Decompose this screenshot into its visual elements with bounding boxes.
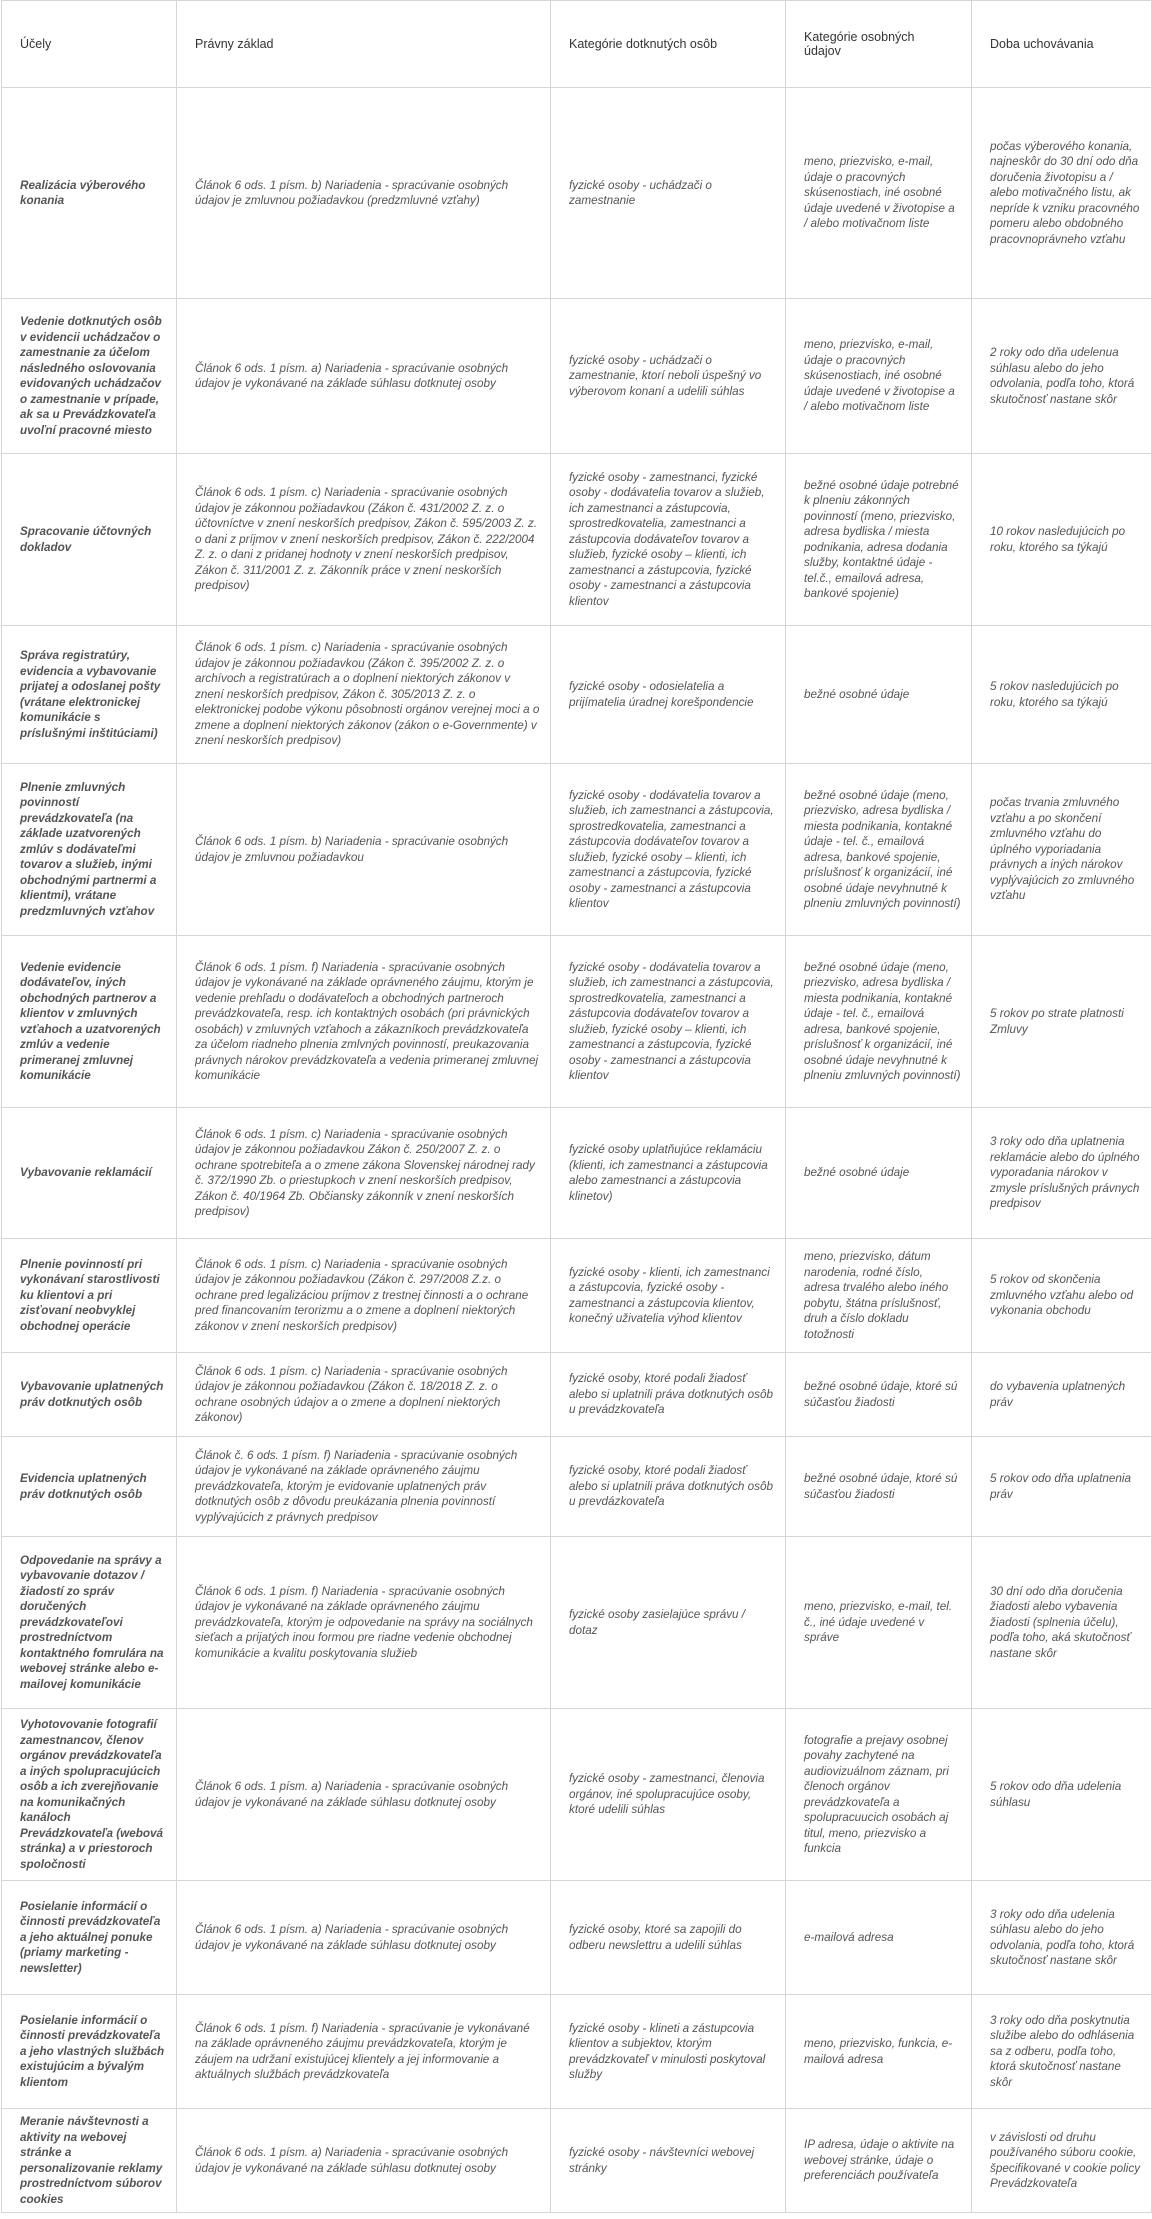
data-processing-table: [1, 0, 1152, 2213]
retention-cell: počas výberového konania, najneskôr do 30 dní odo dňa doručenia životopisu a / alebo motivačného listu, ak nepríde k vzniku pracovného pomeru alebo obdobného pracovnoprávneho vzťahu: [972, 88, 1152, 299]
purpose-cell: Vedenie dotknutých osôb v evidencii uchádzačov o zamestnanie za účelom následného oslovovania evidovaných uchádzačov o zamestnanie v prípade, ak sa u Prevádzkovateľa uvoľní pracovné miesto: [2, 299, 177, 454]
retention-cell: 5 rokov po strate platnosti Zmluvy: [972, 936, 1152, 1108]
header-row: [2, 1, 1152, 88]
data-categories-cell: fotografie a prejavy osobnej povahy zachytené na audiovizuálnom záznam, pri členoch orgánov prevádzkovateľa a spolupracuucich osobách aj titul, meno, priezvisko a funkcia: [786, 1709, 972, 1881]
subject-categories-cell: fyzické osoby - zamestnanci, členovia orgánov, iné spolupracujúce osoby, ktoré udelili súhlas: [551, 1709, 786, 1881]
retention-cell: 3 roky odo dňa poskytnutia služibe alebo do odhlásenia sa z odberu, podľa toho, ktorá skutočnosť nastane skôr: [972, 1995, 1152, 2109]
legal-basis-cell: Článok 6 ods. 1 písm. c) Nariadenia - spracúvanie osobných údajov je zákonnou požiadavkou (Zákon č. 297/2008 Z.z. o ochrane pred legalizáciou príjmov z trestnej činnosti a o ochrane pred financovaním terorizmu a o zmene a doplnení niektorých zákonov v znení neskorších predpisov): [177, 1239, 551, 1353]
table-row: [2, 88, 1152, 299]
data-categories-cell: meno, priezvisko, funkcia, e-mailová adresa: [786, 1995, 972, 2109]
table-row: [2, 1881, 1152, 1995]
purpose-cell: Posielanie informácií o činnosti prevádzkovateľa a jeho aktuálnej ponuke (priamy marketing - newsletter): [2, 1881, 177, 1995]
subject-categories-cell: fyzické osoby - klienti, ich zamestnanci a zástupcovia, fyzické osoby - zamestnanci a zástupcovia klientov, konečný uživatelia výhod klientov: [551, 1239, 786, 1353]
data-categories-cell: bežné osobné údaje (meno, priezvisko, adresa bydliska / miesta podnikania, kontakné údaje - tel. č., emailová adresa, bankové spojenie, príslušnosť k organizácií, iné osobné údaje nevyhnutné k plneniu zmluvných povinností): [786, 764, 972, 936]
table-row: [2, 1709, 1152, 1881]
table-row: [2, 1108, 1152, 1239]
purpose-cell: Realizácia výberového konania: [2, 88, 177, 299]
table-row: [2, 764, 1152, 936]
table-row: [2, 1353, 1152, 1437]
retention-cell: počas trvania zmluvného vzťahu a po skončení zmluvného vzťahu do úplného vyporiadania právnych a iných nárokov vyplývajúcich zo zmluvného vzťahu: [972, 764, 1152, 936]
purpose-cell: Plnenie zmluvných povinností prevádzkovateľa (na základe uzatvorených zmlúv s dodávateľmi tovarov a služieb, inými obchodnými partnermi a klientmi), vrátane predzmluvných vzťahov: [2, 764, 177, 936]
table-row: [2, 2109, 1152, 2213]
header-retention-period: Doba uchovávania: [972, 1, 1152, 88]
legal-basis-cell: Článok 6 ods. 1 písm. f) Nariadenia - spracúvanie osobných údajov je vykonávané na základe oprávneného záujmu prevádzkovateľa, ktorým je odpovedanie na správy na sociálnych sieťach a prijatých inou formou pre riadne vedenie obchodnej komunikácie a kvalitu poskytovania služieb: [177, 1537, 551, 1709]
data-categories-cell: bežné osobné údaje: [786, 626, 972, 764]
purpose-cell: Odpovedanie na správy a vybavovanie dotazov / žiadostí zo správ doručených prevádzkovateľovi prostredníctvom kontaktného fomrulára na webovej stránke alebo e-mailovej komunikácie: [2, 1537, 177, 1709]
data-categories-cell: meno, priezvisko, e-mail, tel. č., iné údaje uvedené v správe: [786, 1537, 972, 1709]
legal-basis-cell: Článok 6 ods. 1 písm. f) Nariadenia - spracúvanie je vykonávané na základe oprávneného záujmu prevádzkovateľa, ktorým je záujem na udržaní existujúcej klientely a jej informovanie a aktuálnych službách prevádzkovateľa: [177, 1995, 551, 2109]
table-row: [2, 1995, 1152, 2109]
subject-categories-cell: fyzické osoby - zamestnanci, fyzické osoby - dodávatelia tovarov a služieb, ich zamestnanci a zástupcovia, sprostredkovatelia, zamestnanci a zástupcovia dodávateľov tovarov a služieb, fyzické osoby – klienti, ich zamestnanci a zástupcovia, fyzické osoby - zamestnanci a zástupcovia klientov: [551, 454, 786, 626]
data-categories-cell: bežné osobné údaje potrebné k plneniu zákonných povinností (meno, priezvisko, adresa bydliska / miesta podnikania, adresa dodania služby, kontaktné údaje - tel.č., emailová adresa, bankové spojenie): [786, 454, 972, 626]
table-row: [2, 454, 1152, 626]
retention-cell: 30 dní odo dňa doručenia žiadosti alebo vybavenia žiadosti (splnenia účelu), podľa toho, aká skutočnosť nastane skôr: [972, 1537, 1152, 1709]
data-categories-cell: e-mailová adresa: [786, 1881, 972, 1995]
table-row: [2, 1537, 1152, 1709]
legal-basis-cell: Článok 6 ods. 1 písm. a) Nariadenia - spracúvanie osobných údajov je vykonávané na základe súhlasu dotknutej osoby: [177, 1881, 551, 1995]
data-categories-cell: bežné osobné údaje: [786, 1108, 972, 1239]
retention-cell: v závislosti od druhu používaného súboru cookie, špecifikované v cookie policy Prevádzkovateľa: [972, 2109, 1152, 2213]
retention-cell: 5 rokov od skončenia zmluvného vzťahu alebo od vykonania obchodu: [972, 1239, 1152, 1353]
data-categories-cell: meno, priezvisko, dátum narodenia, rodné číslo, adresa trvalého alebo iného pobytu, štátna príslušnosť, druh a číslo dokladu totožnosti: [786, 1239, 972, 1353]
purpose-cell: Meranie návštevnosti a aktivity na webovej stránke a personalizovanie reklamy prostredníctvom súborov cookies: [2, 2109, 177, 2213]
header-purposes: Účely: [2, 1, 177, 88]
retention-cell: 3 roky odo dňa uplatnenia reklamácie alebo do úplného vyporadania nárokov v zmysle príslušných právnych predpisov: [972, 1108, 1152, 1239]
table-row: [2, 626, 1152, 764]
purpose-cell: Vyhotovovanie fotografií zamestnancov, členov orgánov prevádzkovateľa a iných spolupracujúcich osôb a ich zverejňovanie na komunikačných kanáloch Prevádzkovateľa (webová stránka) a v priestoroch spoločnosti: [2, 1709, 177, 1881]
data-categories-cell: meno, priezvisko, e-mail, údaje o pracovných skúsenostiach, iné osobné údaje uvedené v životopise a / alebo motivačnom liste: [786, 299, 972, 454]
purpose-cell: Vedenie evidencie dodávateľov, iných obchodných partnerov a klientov v zmluvných vzťahoch a uzatvorených zmlúv a vedenie primeranej zmluvnej komunikácie: [2, 936, 177, 1108]
legal-basis-cell: Článok 6 ods. 1 písm. c) Nariadenia - spracúvanie osobných údajov je zákonnou požiadavkou Zákon č. 250/2007 Z. z. o ochrane spotrebiteľa a o zmene zákona Slovenskej národnej rady č. 372/1990 Zb. o priestupkoch v znení neskorších predpisov, Zákon č. 40/1964 Zb. Občiansky zákonník v znení neskorších predpisov): [177, 1108, 551, 1239]
subject-categories-cell: fyzické osoby zasielajúce správu / dotaz: [551, 1537, 786, 1709]
legal-basis-cell: Článok 6 ods. 1 písm. b) Nariadenia - spracúvanie osobných údajov je zmluvnou požiadavkou (predzmluvné vzťahy): [177, 88, 551, 299]
purpose-cell: Vybavovanie reklamácií: [2, 1108, 177, 1239]
subject-categories-cell: fyzické osoby - uchádzači o zamestnanie, ktorí neboli úspešný vo výberovom konaní a udelili súhlas: [551, 299, 786, 454]
table-row: [2, 1437, 1152, 1537]
legal-basis-cell: Článok 6 ods. 1 písm. a) Nariadenia - spracúvanie osobných údajov je vykonávané na základe súhlasu dotknutej osoby: [177, 2109, 551, 2213]
data-categories-cell: bežné osobné údaje (meno, priezvisko, adresa bydliska / miesta podnikania, kontakné údaje - tel. č., emailová adresa, bankové spojenie, príslušnosť k organizácií, iné osobné údaje nevyhnutné k plneniu zmluvných povinností): [786, 936, 972, 1108]
header-legal-basis: Právny základ: [177, 1, 551, 88]
data-categories-cell: IP adresa, údaje o aktivite na webovej stránke, údaje o preferenciách používateľa: [786, 2109, 972, 2213]
subject-categories-cell: fyzické osoby, ktoré sa zapojili do odberu newslettru a udelili súhlas: [551, 1881, 786, 1995]
purpose-cell: Plnenie povinností pri vykonávaní starostlivosti ku klientovi a pri zisťovaní neobvyklej obchodnej operácie: [2, 1239, 177, 1353]
subject-categories-cell: fyzické osoby - uchádzači o zamestnanie: [551, 88, 786, 299]
legal-basis-cell: Článok 6 ods. 1 písm. a) Nariadenia - spracúvanie osobných údajov je vykonávané na základe súhlasu dotknutej osoby: [177, 1709, 551, 1881]
data-categories-cell: bežné osobné údaje, ktoré sú súčasťou žiadosti: [786, 1353, 972, 1437]
subject-categories-cell: fyzické osoby - odosielatelia a prijímatelia úradnej korešpondencie: [551, 626, 786, 764]
retention-cell: 2 roky odo dňa udelenua súhlasu alebo do jeho odvolania, podľa toho, ktorá skutočnosť nastane skôr: [972, 299, 1152, 454]
retention-cell: 10 rokov nasledujúcich po roku, ktorého sa týkajú: [972, 454, 1152, 626]
retention-cell: do vybavenia uplatnených práv: [972, 1353, 1152, 1437]
table-row: [2, 936, 1152, 1108]
retention-cell: 5 rokov odo dňa uplatnenia práv: [972, 1437, 1152, 1537]
retention-cell: 5 rokov odo dňa udelenia súhlasu: [972, 1709, 1152, 1881]
data-categories-cell: meno, priezvisko, e-mail, údaje o pracovných skúsenostiach, iné osobné údaje uvedené v životopise a / alebo motivačnom liste: [786, 88, 972, 299]
purpose-cell: Správa registratúry, evidencia a vybavovanie prijatej a odoslanej pošty (vrátane elektronickej komunikácie s príslušnými inštitúciami): [2, 626, 177, 764]
legal-basis-cell: Článok 6 ods. 1 písm. c) Nariadenia - spracúvanie osobných údajov je zákonnou požiadavkou (Zákon č. 395/2002 Z. z. o archívoch a registratúrach a o doplnení niektorých zákonov v znení neskorších predpisov, Zákon č. 305/2013 Z. z. o elektronickej podobe výkonu pôsobnosti orgánov verejnej moci a o zmene a doplnení niektorých zákonov (zákon o e-Governmente) v znení neskorších predpisov): [177, 626, 551, 764]
legal-basis-cell: Článok 6 ods. 1 písm. f) Nariadenia - spracúvanie osobných údajov je vykonávané na základe oprávneného záujmu, ktorým je vedenie prehľadu o dodávateľoch a obchodných partneroch prevádzkovateľa, resp. ich kontaktných osobách (pri právnických osobách) v zmluvných vzťahoch a zákazníkoch prevádzkovateľa za účelom riadneho plnenia zmlvných povinností, preukazovania právnych nárokov prevádzkovateľa a vedenia primeranej zmluvnej komunikácie: [177, 936, 551, 1108]
purpose-cell: Vybavovanie uplatnených práv dotknutých osôb: [2, 1353, 177, 1437]
table-row: [2, 299, 1152, 454]
subject-categories-cell: fyzické osoby - dodávatelia tovarov a služieb, ich zamestnanci a zástupcovia, sprostredkovatelia, zamestnanci a zástupcovia dodávateľov tovarov a služieb, fyzické osoby – klienti, ich zamestnanci a zástupcovia, fyzické osoby - zamestnanci a zástupcovia klientov: [551, 936, 786, 1108]
purpose-cell: Evidencia uplatnených práv dotknutých osôb: [2, 1437, 177, 1537]
legal-basis-cell: Článok 6 ods. 1 písm. a) Nariadenia - spracúvanie osobných údajov je vykonávané na základe súhlasu dotknutej osoby: [177, 299, 551, 454]
subject-categories-cell: fyzické osoby uplatňujúce reklamáciu (klienti, ich zamestnanci a zástupcovia alebo zamestnanci a zástupcovia klinetov): [551, 1108, 786, 1239]
header-data-categories: Kategórie osobných údajov: [786, 1, 972, 88]
purpose-cell: Spracovanie účtovných dokladov: [2, 454, 177, 626]
legal-basis-cell: Článok 6 ods. 1 písm. c) Nariadenia - spracúvanie osobných údajov je zákonnou požiadavkou (Zákon č. 18/2018 Z. z. o ochrane osobných údajov a o zmene a doplnení niektorých zákonov): [177, 1353, 551, 1437]
purpose-cell: Posielanie informácií o činnosti prevádzkovateľa a jeho vlastných službách existujúcim a bývalým klientom: [2, 1995, 177, 2109]
retention-cell: 3 roky odo dňa udelenia súhlasu alebo do jeho odvolania, podľa toho, ktorá skutočnosť nastane skôr: [972, 1881, 1152, 1995]
subject-categories-cell: fyzické osoby - dodávatelia tovarov a služieb, ich zamestnanci a zástupcovia, sprostredkovatelia, zamestnanci a zástupcovia dodávateľov tovarov a služieb, fyzické osoby – klienti, ich zamestnanci a zástupcovia, fyzické osoby - zamestnanci a zástupcovia klientov: [551, 764, 786, 936]
retention-cell: 5 rokov nasledujúcich po roku, ktorého sa týkajú: [972, 626, 1152, 764]
subject-categories-cell: fyzické osoby - klineti a zástupcovia klientov a subjektov, ktorým prevádzkovateľ v minulosti poskytoval služby: [551, 1995, 786, 2109]
table-row: [2, 1239, 1152, 1353]
subject-categories-cell: fyzické osoby, ktoré podali žiadosť alebo si uplatnili práva dotknutých osôb u prevdázkovateľa: [551, 1437, 786, 1537]
legal-basis-cell: Článok 6 ods. 1 písm. b) Nariadenia - spracúvanie osobných údajov je zmluvnou požiadavkou: [177, 764, 551, 936]
subject-categories-cell: fyzické osoby - návštevníci webovej stránky: [551, 2109, 786, 2213]
subject-categories-cell: fyzické osoby, ktoré podali žiadosť alebo si uplatnili práva dotknutých osôb u prevádzkovateľa: [551, 1353, 786, 1437]
data-categories-cell: bežné osobné údaje, ktoré sú súčasťou žiadosti: [786, 1437, 972, 1537]
legal-basis-cell: Článok č. 6 ods. 1 písm. f) Nariadenia - spracúvanie osobných údajov je vykonávané na základe oprávneného záujmu prevádzkovateľa, ktorým je evidovanie uplatnených práv dotknutých osôb z dôvodu preukázania plnenia povinností vyplývajúcich z právnych predpisov: [177, 1437, 551, 1537]
header-subject-categories: Kategórie dotknutých osôb: [551, 1, 786, 88]
legal-basis-cell: Článok 6 ods. 1 písm. c) Nariadenia - spracúvanie osobných údajov je zákonnou požiadavkou (Zákon č. 431/2002 Z. z. o účtovníctve v znení neskorších predpisov, Zákon č. 595/2003 Z. z. o dani z príjmov v znení neskorších predpisov, Zákon č. 222/2004 Z. z. o dani z pridanej hodnoty v znení neskorších predpisov, Zákon č. 311/2001 Z. z. Zákonník práce v znení neskorších predpisov): [177, 454, 551, 626]
